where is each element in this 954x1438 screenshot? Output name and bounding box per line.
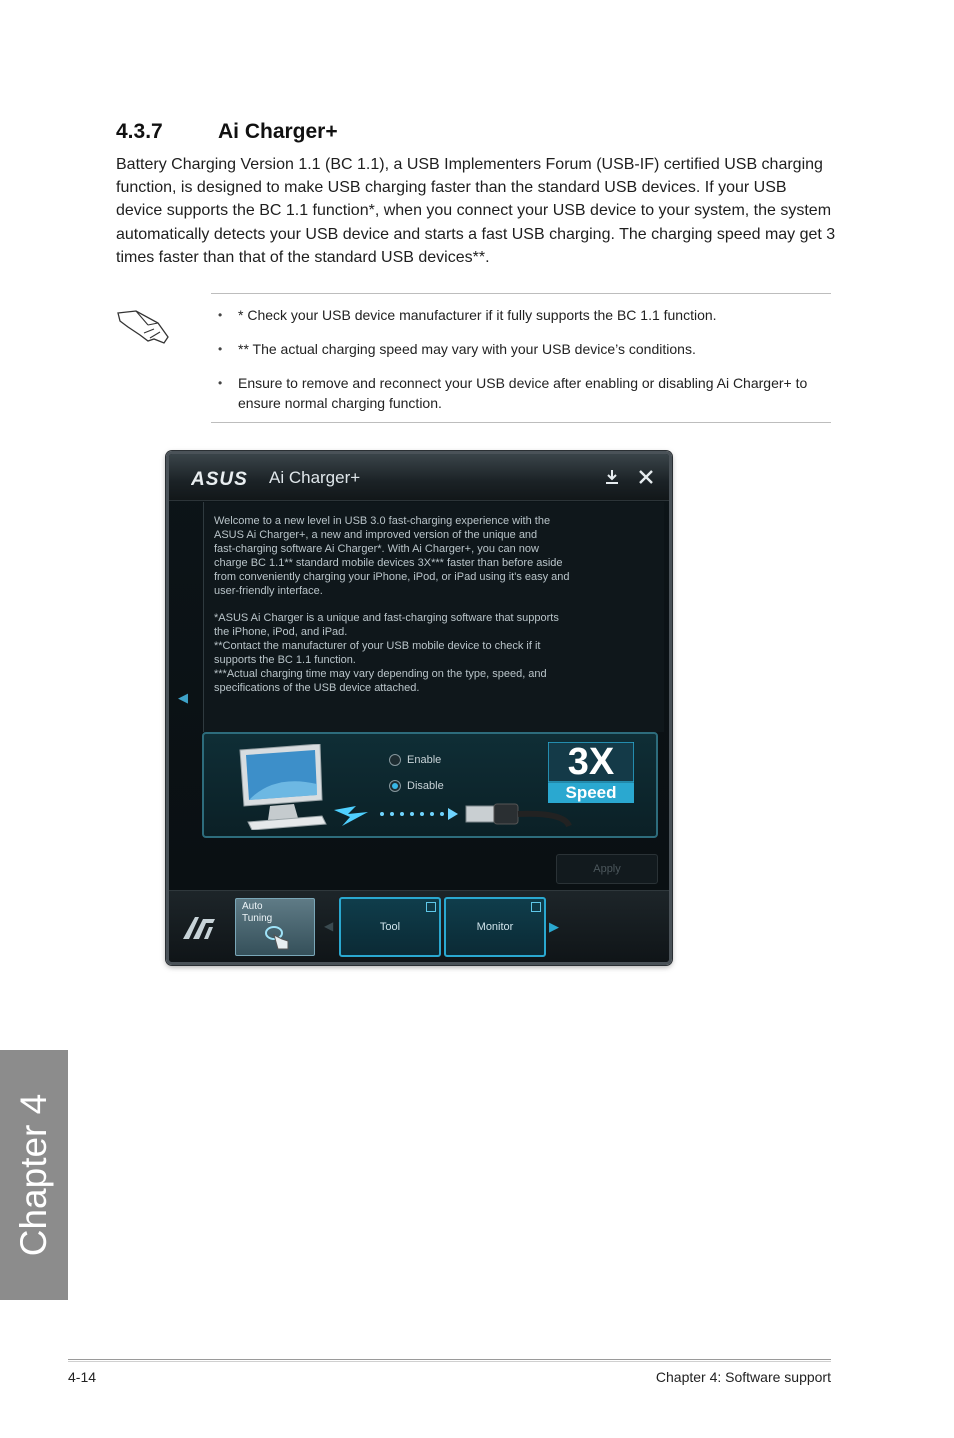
asus-logo <box>191 468 257 488</box>
note-list <box>211 306 831 428</box>
note-text: ** The actual charging speed may vary with your USB device’s conditions. <box>238 341 696 357</box>
footer-chapter: Chapter 4: Software support <box>655 1369 831 1385</box>
hand-pointer-icon <box>262 923 292 953</box>
tab-corner-icon <box>426 902 436 912</box>
description-panel <box>203 502 664 732</box>
footer-rule <box>68 1359 831 1362</box>
bullet: • <box>218 308 223 322</box>
body-paragraph: Battery Charging Version 1.1 (BC 1.1), a USB Implementers Forum (USB-IF) certified USB charging function, is designed to make USB charging faster than the standard USB devices. If your USB device supports the BC 1.1 function*, when you connect your USB device to your system, the system automatically detects your USB device and starts a fast USB charging. The charging speed may get 3 times faster than that of the standard USB devices**. <box>116 156 836 266</box>
window-title: Ai Charger+ <box>269 468 361 487</box>
tab-tool[interactable] <box>339 897 441 957</box>
nav-left-arrow-icon[interactable]: ◀ <box>324 919 334 933</box>
svg-text:ASUS: ASUS <box>191 469 248 488</box>
description-text <box>214 514 654 708</box>
description-paragraph: Welcome to a new level in USB 3.0 fast-charging experience with the ASUS Ai Charger+, a new and improved version of the unique and fast-charging software Ai Charger*. With Ai Charger+, you can now charge BC 1.1** standard mobile devices 3X*** faster than before aside from conveniently charging your iPhone, iPod, or iPad using it's easy and user-friendly interface. <box>214 515 570 597</box>
usb-cable-icon <box>334 790 584 836</box>
bullet: • <box>218 342 223 356</box>
note-item <box>211 306 831 326</box>
apply-button[interactable]: Apply <box>556 854 658 884</box>
auto-tuning-button[interactable] <box>235 898 315 956</box>
description-paragraph: *ASUS Ai Charger is a unique and fast-charging software that supports the iPhone, iPod, and iPad. **Contact the manufacturer of your USB mobile device to check if it supports the BC 1.1 function. ***Actual charging time may vary depending on the type, speed, and specifications of the USB device attached. <box>214 612 559 694</box>
page-number: 4-14 <box>68 1369 97 1385</box>
tab-monitor-label: Monitor <box>476 921 514 933</box>
bottom-nav-bar <box>169 890 669 965</box>
note-item <box>211 340 831 360</box>
ai-charger-window <box>166 451 672 965</box>
tab-tool-label: Tool <box>379 921 401 933</box>
speed-badge-small: Speed <box>565 783 617 802</box>
ai-suite-logo <box>181 915 217 941</box>
section-heading <box>116 120 338 144</box>
download-icon[interactable] <box>601 466 623 488</box>
enable-radio[interactable] <box>389 754 441 766</box>
charge-panel <box>202 732 658 838</box>
radio-circle[interactable] <box>389 754 401 766</box>
left-arrow-icon[interactable]: ◀ <box>178 690 188 705</box>
window-titlebar[interactable] <box>169 454 669 501</box>
tab-corner-icon <box>531 902 541 912</box>
nav-right-arrow-icon[interactable]: ▶ <box>549 919 559 934</box>
auto-tuning-label: Auto Tuning <box>242 901 273 924</box>
section-title: Ai Charger+ <box>218 120 338 143</box>
section-number: 4.3.7 <box>116 120 163 143</box>
bullet: • <box>218 376 223 390</box>
note-box <box>211 293 831 423</box>
enable-label: Enable <box>407 754 442 766</box>
tab-monitor[interactable] <box>444 897 546 957</box>
close-icon[interactable] <box>635 466 657 488</box>
speed-badge-big: 3X <box>567 741 615 783</box>
chapter-tab-label: Chapter 4 <box>13 1093 54 1257</box>
note-text: * Check your USB device manufacturer if it fully supports the BC 1.1 function. <box>238 307 717 323</box>
note-item <box>211 374 831 413</box>
chapter-tab <box>0 1050 68 1300</box>
disable-label: Disable <box>407 780 444 792</box>
monitor-icon <box>234 744 330 830</box>
note-text: Ensure to remove and reconnect your USB device after enabling or disabling Ai Charger+ to ensure normal charging function. <box>238 375 808 411</box>
note-hand-icon <box>114 305 172 347</box>
